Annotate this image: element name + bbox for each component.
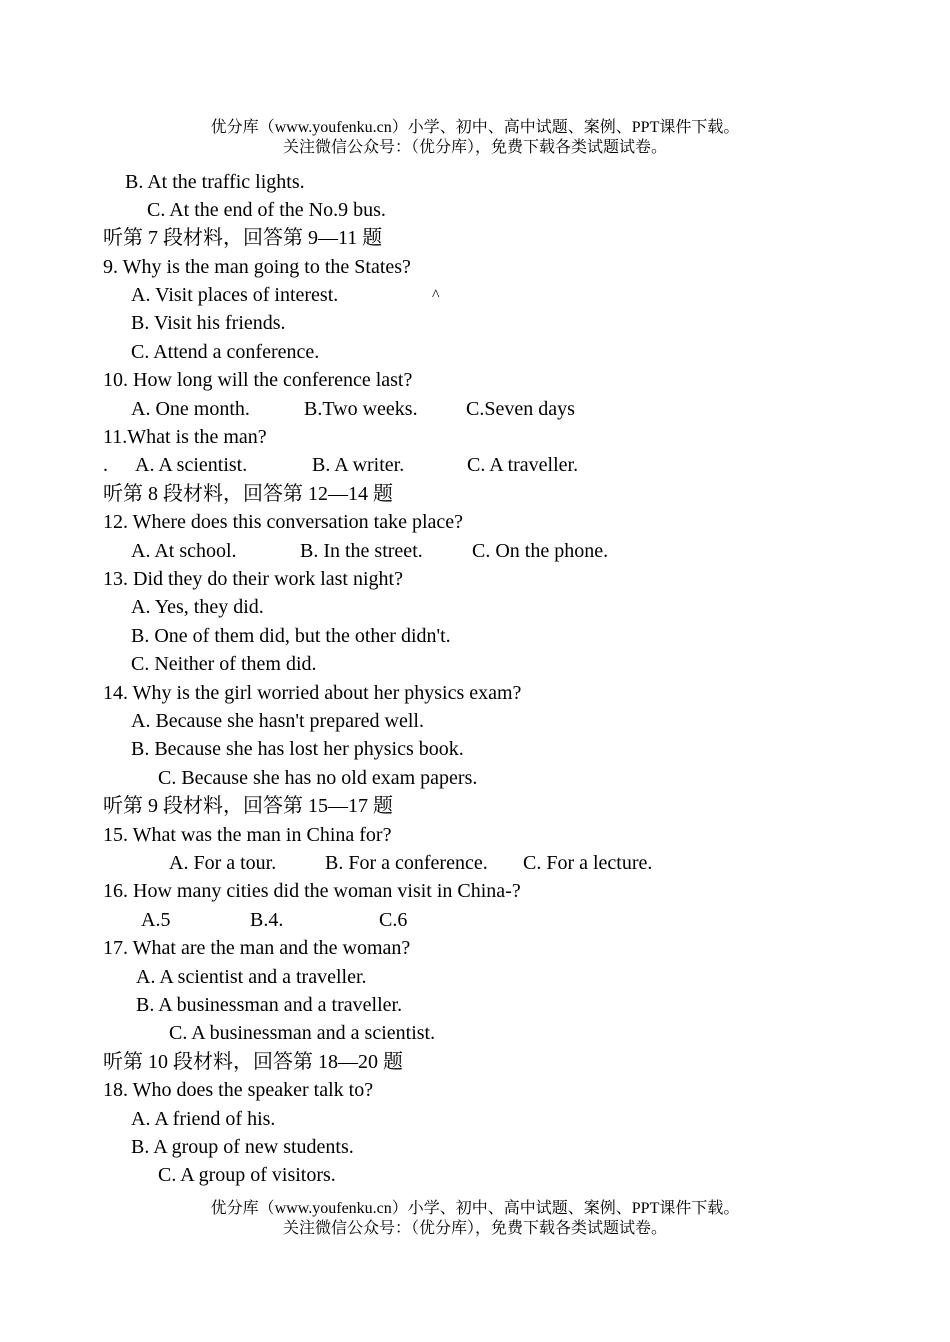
- option-18b: B. A group of new students.: [131, 1136, 354, 1158]
- section-heading-7: 听第 7 段材料，回答第 9—11 题: [103, 227, 383, 249]
- option-15a: A. For a tour.: [169, 852, 277, 874]
- question-14: 14. Why is the girl worried about her physics exam?: [103, 682, 522, 704]
- option-11b: B. A writer.: [312, 454, 405, 476]
- option-13a: A. Yes, they did.: [131, 596, 264, 618]
- option-16b: B.4.: [250, 909, 284, 931]
- option-12b: B. In the street.: [300, 540, 423, 562]
- option-11a: A. A scientist.: [135, 454, 248, 476]
- option-9a: A. Visit places of interest.: [131, 284, 339, 306]
- page-footer-line-1: 优分库（www.youfenku.cn）小学、初中、高中试题、案例、PPT课件下载。: [210, 1200, 740, 1217]
- option-14c: C. Because she has no old exam papers.: [158, 767, 478, 789]
- option-10c: C.Seven days: [466, 398, 575, 420]
- page-footer-line-2: 关注微信公众号：（优分库），免费下载各类试题试卷。: [282, 1220, 667, 1237]
- option-15c: C. For a lecture.: [523, 852, 653, 874]
- option-8b: B. At the traffic lights.: [125, 171, 305, 193]
- option-12a: A. At school.: [131, 540, 237, 562]
- option-10b: B.Two weeks.: [304, 398, 418, 420]
- stray-dot: .: [103, 454, 108, 476]
- option-13c: C. Neither of them did.: [131, 653, 317, 675]
- section-heading-9: 听第 9 段材料，回答第 15—17 题: [103, 795, 393, 817]
- question-18: 18. Who does the speaker talk to?: [103, 1079, 374, 1101]
- option-12c: C. On the phone.: [472, 540, 609, 562]
- page-header-line-2: 关注微信公众号：（优分库），免费下载各类试题试卷。: [282, 139, 667, 156]
- question-15: 15. What was the man in China for?: [103, 824, 392, 846]
- option-17c: C. A businessman and a scientist.: [169, 1022, 436, 1044]
- option-14b: B. Because she has lost her physics book.: [131, 738, 464, 760]
- option-18c: C. A group of visitors.: [158, 1164, 336, 1186]
- option-9c: C. Attend a conference.: [131, 341, 320, 363]
- question-10: 10. How long will the conference last?: [103, 369, 413, 391]
- question-12: 12. Where does this conversation take place?: [103, 511, 464, 533]
- page-header-line-1: 优分库（www.youfenku.cn）小学、初中、高中试题、案例、PPT课件下载。: [210, 119, 740, 136]
- option-10a: A. One month.: [131, 398, 250, 420]
- option-15b: B. For a conference.: [325, 852, 488, 874]
- option-9b: B. Visit his friends.: [131, 312, 286, 334]
- option-13b: B. One of them did, but the other didn't.: [131, 625, 451, 647]
- option-17a: A. A scientist and a traveller.: [136, 966, 367, 988]
- question-16: 16. How many cities did the woman visit in China-?: [103, 880, 521, 902]
- section-heading-10: 听第 10 段材料，回答第 18—20 题: [103, 1051, 403, 1073]
- section-heading-8: 听第 8 段材料，回答第 12—14 题: [103, 483, 393, 505]
- option-17b: B. A businessman and a traveller.: [136, 994, 403, 1016]
- question-11: 11.What is the man?: [103, 426, 267, 448]
- option-16a: A.5: [141, 909, 171, 931]
- option-16c: C.6: [379, 909, 408, 931]
- option-8c: C. At the end of the No.9 bus.: [147, 199, 386, 221]
- option-18a: A. A friend of his.: [131, 1108, 276, 1130]
- question-9: 9. Why is the man going to the States?: [103, 256, 411, 278]
- option-14a: A. Because she hasn't prepared well.: [131, 710, 424, 732]
- question-17: 17. What are the man and the woman?: [103, 937, 411, 959]
- caret-mark: ^: [432, 287, 440, 304]
- option-11c: C. A traveller.: [467, 454, 579, 476]
- question-13: 13. Did they do their work last night?: [103, 568, 403, 590]
